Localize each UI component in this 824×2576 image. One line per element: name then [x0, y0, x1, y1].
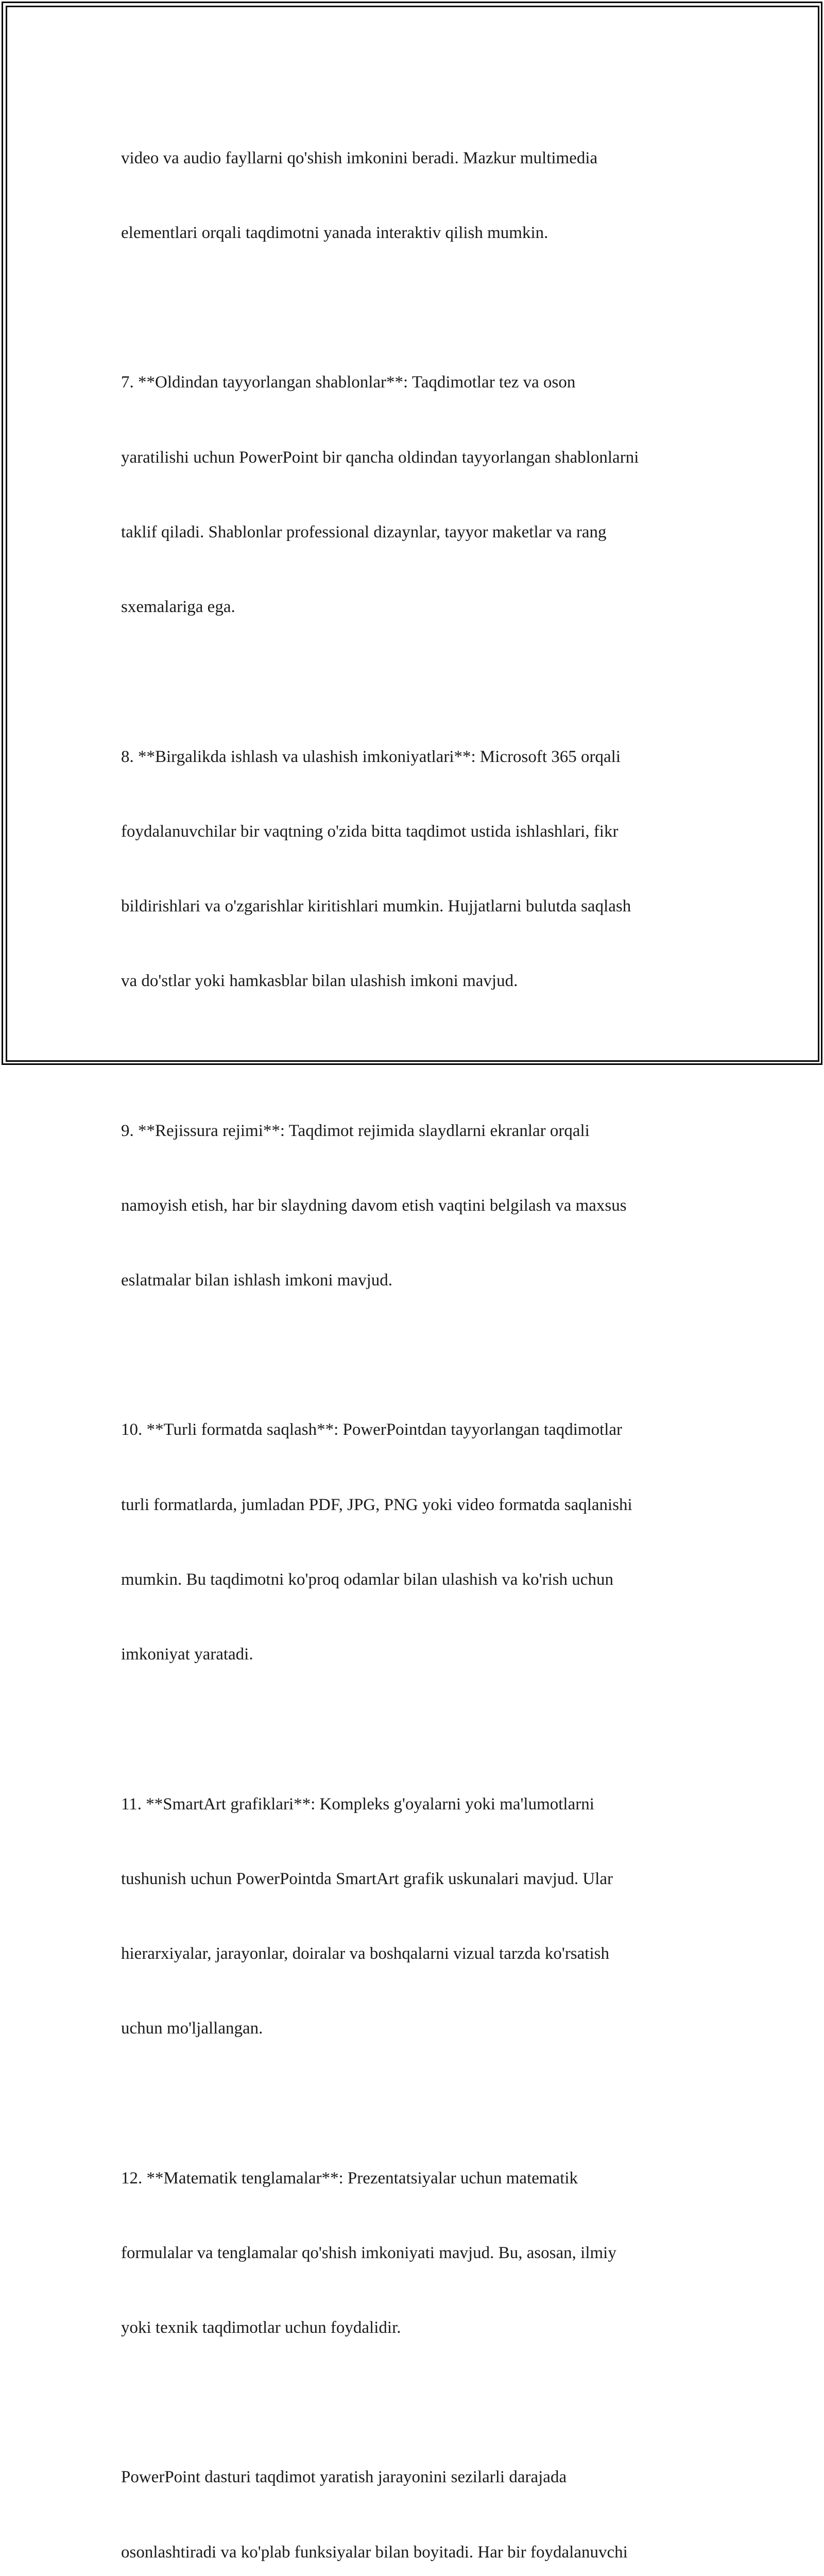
text-line: sxemalariga ega. — [121, 598, 235, 617]
text-line: eslatmalar bilan ishlash imkoni mavjud. — [121, 1271, 392, 1290]
text-line: elementlari orqali taqdimotni yanada interaktiv qilish mumkin. — [121, 224, 548, 243]
document-body — [121, 96, 718, 2576]
text-line: mumkin. Bu taqdimotni ko'proq odamlar bilan ulashish va ko'rish uchun — [121, 1570, 613, 1589]
text-line: PowerPoint dasturi taqdimot yaratish jarayonini sezilarli darajada — [121, 2468, 567, 2487]
text-line: 8. **Birgalikda ishlash va ulashish imkoniyatlari**: Microsoft 365 orqali — [121, 747, 621, 766]
paragraph-item-11-smartart — [121, 1742, 718, 2091]
paragraph-item-12-equations — [121, 2116, 718, 2390]
text-line: imkoniyat yaratadi. — [121, 1645, 253, 1664]
text-line: 10. **Turli formatda saqlash**: PowerPointdan tayyorlangan taqdimotlar — [121, 1420, 623, 1439]
paragraph-item-8-collaboration — [121, 694, 718, 1044]
text-line: va do'stlar yoki hamkasblar bilan ulashish imkoni mavjud. — [121, 972, 518, 991]
text-line: 7. **Oldindan tayyorlangan shablonlar**: Taqdimotlar tez va oson — [121, 373, 576, 392]
paragraph-multimedia-continued — [121, 96, 718, 295]
text-line: 12. **Matematik tenglamalar**: Prezentatsiyalar uchun matematik — [121, 2168, 578, 2188]
text-line: hierarxiyalar, jarayonlar, doiralar va boshqalarni vizual tarzda ko'rsatish — [121, 1944, 609, 1963]
text-line: video va audio fayllarni qo'shish imkonini beradi. Mazkur multimedia — [121, 148, 598, 167]
paragraph-item-9-presenter-mode — [121, 1069, 718, 1343]
text-line: uchun mo'ljallangan. — [121, 2019, 263, 2038]
text-line: namoyish etish, har bir slaydning davom etish vaqtini belgilash va maxsus — [121, 1196, 627, 1215]
text-line: turli formatlarda, jumladan PDF, JPG, PNG yoki video formatda saqlanishi — [121, 1495, 632, 1514]
text-line: yaratilishi uchun PowerPoint bir qancha oldindan tayyorlangan shablonlarni — [121, 448, 639, 467]
text-line: foydalanuvchilar bir vaqtning o'zida bitta taqdimot ustida ishlashlari, fikr — [121, 822, 619, 841]
text-line: bildirishlari va o'zgarishlar kiritishlari mumkin. Hujjatlarni bulutda saqlash — [121, 896, 631, 916]
text-line: 11. **SmartArt grafiklari**: Kompleks g'oyalarni yoki ma'lumotlarni — [121, 1794, 594, 1814]
text-line: yoki texnik taqdimotlar uchun foydalidir. — [121, 2318, 401, 2337]
text-line: osonlashtiradi va ko'plab funksiyalar bilan boyitadi. Har bir foydalanuvchi — [121, 2543, 628, 2562]
text-line: tushunish uchun PowerPointda SmartArt grafik uskunalari mavjud. Ular — [121, 1869, 613, 1888]
text-line: 9. **Rejissura rejimi**: Taqdimot rejimida slaydlarni ekranlar orqali — [121, 1121, 590, 1140]
paragraph-conclusion — [121, 2415, 718, 2576]
text-line: formulalar va tenglamalar qo'shish imkoniyati mavjud. Bu, asosan, ilmiy — [121, 2243, 616, 2262]
paragraph-item-10-formats — [121, 1368, 718, 1717]
text-line: taklif qiladi. Shablonlar professional dizaynlar, tayyor maketlar va rang — [121, 522, 607, 541]
paragraph-item-7-templates — [121, 320, 718, 670]
